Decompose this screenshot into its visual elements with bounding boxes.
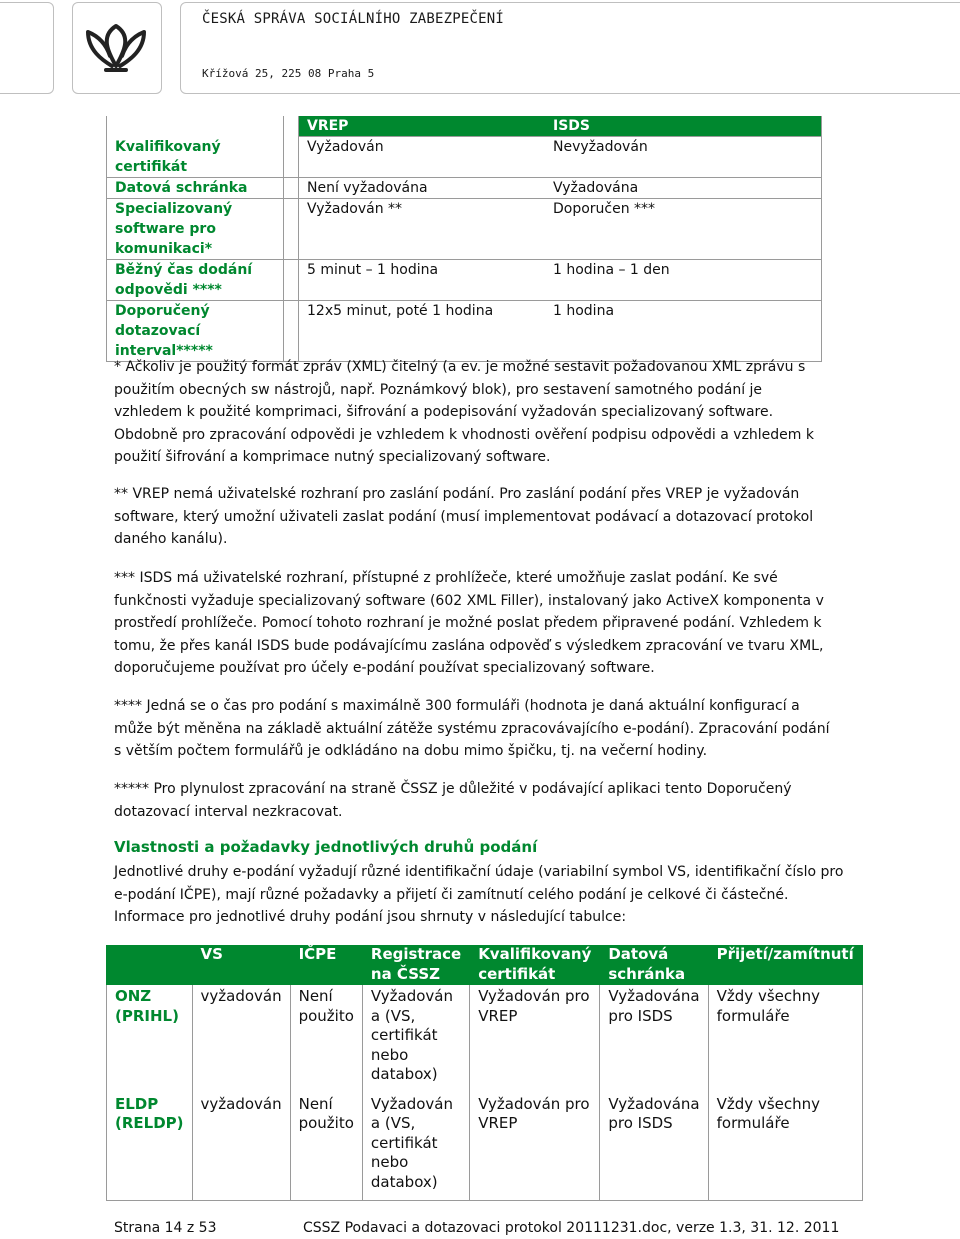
document-info: CSSZ Podavaci a dotazovaci protokol 20111231.doc, verze 1.3, 31. 12. 2011	[303, 1220, 840, 1236]
cell-acceptance: Vždy všechny formuláře	[708, 1093, 862, 1201]
page-number: Strana 14 z 53	[114, 1220, 217, 1236]
column-header-vrep: VREP	[299, 116, 546, 137]
row-label: Běžný čas dodání odpovědi ****	[107, 259, 284, 300]
footnote-3	[114, 567, 834, 680]
row-label: Doporučený dotazovací interval*****	[107, 300, 284, 361]
organization-name: ČESKÁ SPRÁVA SOCIÁLNÍHO ZABEZPEČENÍ	[202, 11, 505, 27]
row-label: Specializovaný software pro komunikaci*	[107, 198, 284, 259]
cell-isds: 1 hodina – 1 den	[545, 259, 822, 300]
cell-isds: Nevyžadován	[545, 137, 822, 178]
footnote-text: * Ačkoliv je použitý formát zpráv (XML) čitelný (a ev. je možné sestavit požadovanou XML zprávu s použitím obecných sw nástrojů, např. Poznámkový blok), pro sestavení samotného podání je vzhledem k použité komprimaci, šifrování a podepisování vyžadován specializovaný software. Obdobně pro zpracování odpovědi je vzhledem k vhodnosti ověření podpisu odpovědi a vzhledem k použití šifrování a komprimace nutný specializovaný software.	[114, 359, 814, 465]
footnote-1	[114, 356, 834, 469]
cell-vrep: 5 minut – 1 hodina	[299, 259, 546, 300]
cell-vrep: Není vyžadována	[299, 177, 546, 198]
cell-certificate: Vyžadován pro VREP	[470, 985, 600, 1093]
organization-address: Křížová 25, 225 08 Praha 5	[202, 67, 375, 80]
section-title: Vlastnosti a požadavky jednotlivých druhů podání	[114, 838, 538, 856]
column-header: IČPE	[290, 945, 362, 985]
footnote-4	[114, 695, 834, 763]
cell-certificate: Vyžadován pro VREP	[470, 1093, 600, 1201]
cell-vrep: Vyžadován **	[299, 198, 546, 259]
table-row	[107, 137, 822, 178]
row-label: Datová schránka	[107, 177, 284, 198]
row-label: ELDP (RELDP)	[107, 1093, 193, 1201]
cell-vrep: Vyžadován	[299, 137, 546, 178]
table-row	[107, 300, 822, 361]
cell-registration: Vyžadován a (VS, certifikát nebo databox)	[362, 1093, 469, 1201]
cssz-logo-icon	[80, 16, 152, 76]
table-row	[107, 177, 822, 198]
column-header: VS	[192, 945, 290, 985]
cell-vs: vyžadován	[192, 985, 290, 1093]
footnote-text: *** ISDS má uživatelské rozhraní, přístupné z prohlížeče, které umožňuje zaslat podání. Ke své funkčnosti vyžaduje specializovaný software (602 XML Filler), instalovaný jako ActiveX komponenta v prostředí prohlížeče. Pomocí tohoto rozhraní je možné poslat předem připravené podání. Vzhledem k tomu, že přes kanál ISDS bude podávajícímu zaslána odpověď s výsledkem zpracování ve tvaru XML, doporučujeme používat pro účely e-podání používat specializovaný software.	[114, 570, 824, 676]
submission-types-table	[106, 945, 863, 1201]
footnote-2	[114, 483, 834, 551]
table-row	[107, 198, 822, 259]
footnote-5	[114, 778, 834, 823]
table-row	[107, 985, 863, 1093]
footnote-text: **** Jedná se o čas pro podání s maximálně 300 formuláři (hodnota je daná aktuální konfigurací a může být měněna na základě aktuální zátěže systému zpracovávajícího e-podání). Zpracování podání s větším počtem formulářů je odkládáno na dobu mimo špičku, tj. na večerní hodiny.	[114, 698, 830, 759]
header-frame-left	[0, 2, 54, 94]
cell-databox: Vyžadována pro ISDS	[600, 985, 708, 1093]
cell-vs: vyžadován	[192, 1093, 290, 1201]
column-header: Registrace na ČSSZ	[362, 945, 469, 985]
cell-vrep: 12x5 minut, poté 1 hodina	[299, 300, 546, 361]
row-label: ONZ (PRIHL)	[107, 985, 193, 1093]
column-header: Datová schránka	[600, 945, 708, 985]
column-header: Kvalifikovaný certifikát	[470, 945, 600, 985]
section-paragraph: Jednotlivé druhy e-podání vyžadují různé identifikační údaje (variabilní symbol VS, identifikační číslo pro e-podání IČPE), mají různé požadavky a přijetí či zamítnutí celého podání je celkové či částečné. Informace pro jednotlivé druhy podání jsou shrnuty v následující tabulce:	[114, 864, 844, 925]
footnote-text: ** VREP nemá uživatelské rozhraní pro zaslání podání. Pro zaslání podání přes VREP je vyžadován software, který umožní uživateli zaslat podání (musí implementovat podávací a dotazovací protokol daného kanálu).	[114, 486, 814, 547]
cell-acceptance: Vždy všechny formuláře	[708, 985, 862, 1093]
channel-comparison-table	[106, 116, 822, 362]
column-header: Přijetí/zamítnutí	[708, 945, 862, 985]
cell-isds: Vyžadována	[545, 177, 822, 198]
row-label: Kvalifikovaný certifikát	[107, 137, 284, 178]
column-header-isds: ISDS	[545, 116, 822, 137]
table-row	[107, 1093, 863, 1201]
cell-icpe: Není použito	[290, 985, 362, 1093]
footnote-text: ***** Pro plynulost zpracování na straně ČSSZ je důležité v podávající aplikaci tento Doporučený dotazovací interval nezkracovat.	[114, 781, 792, 820]
table-row	[107, 259, 822, 300]
cell-isds: Doporučen ***	[545, 198, 822, 259]
cell-isds: 1 hodina	[545, 300, 822, 361]
cell-databox: Vyžadována pro ISDS	[600, 1093, 708, 1201]
cell-icpe: Není použito	[290, 1093, 362, 1201]
cell-registration: Vyžadován a (VS, certifikát nebo databox)	[362, 985, 469, 1093]
